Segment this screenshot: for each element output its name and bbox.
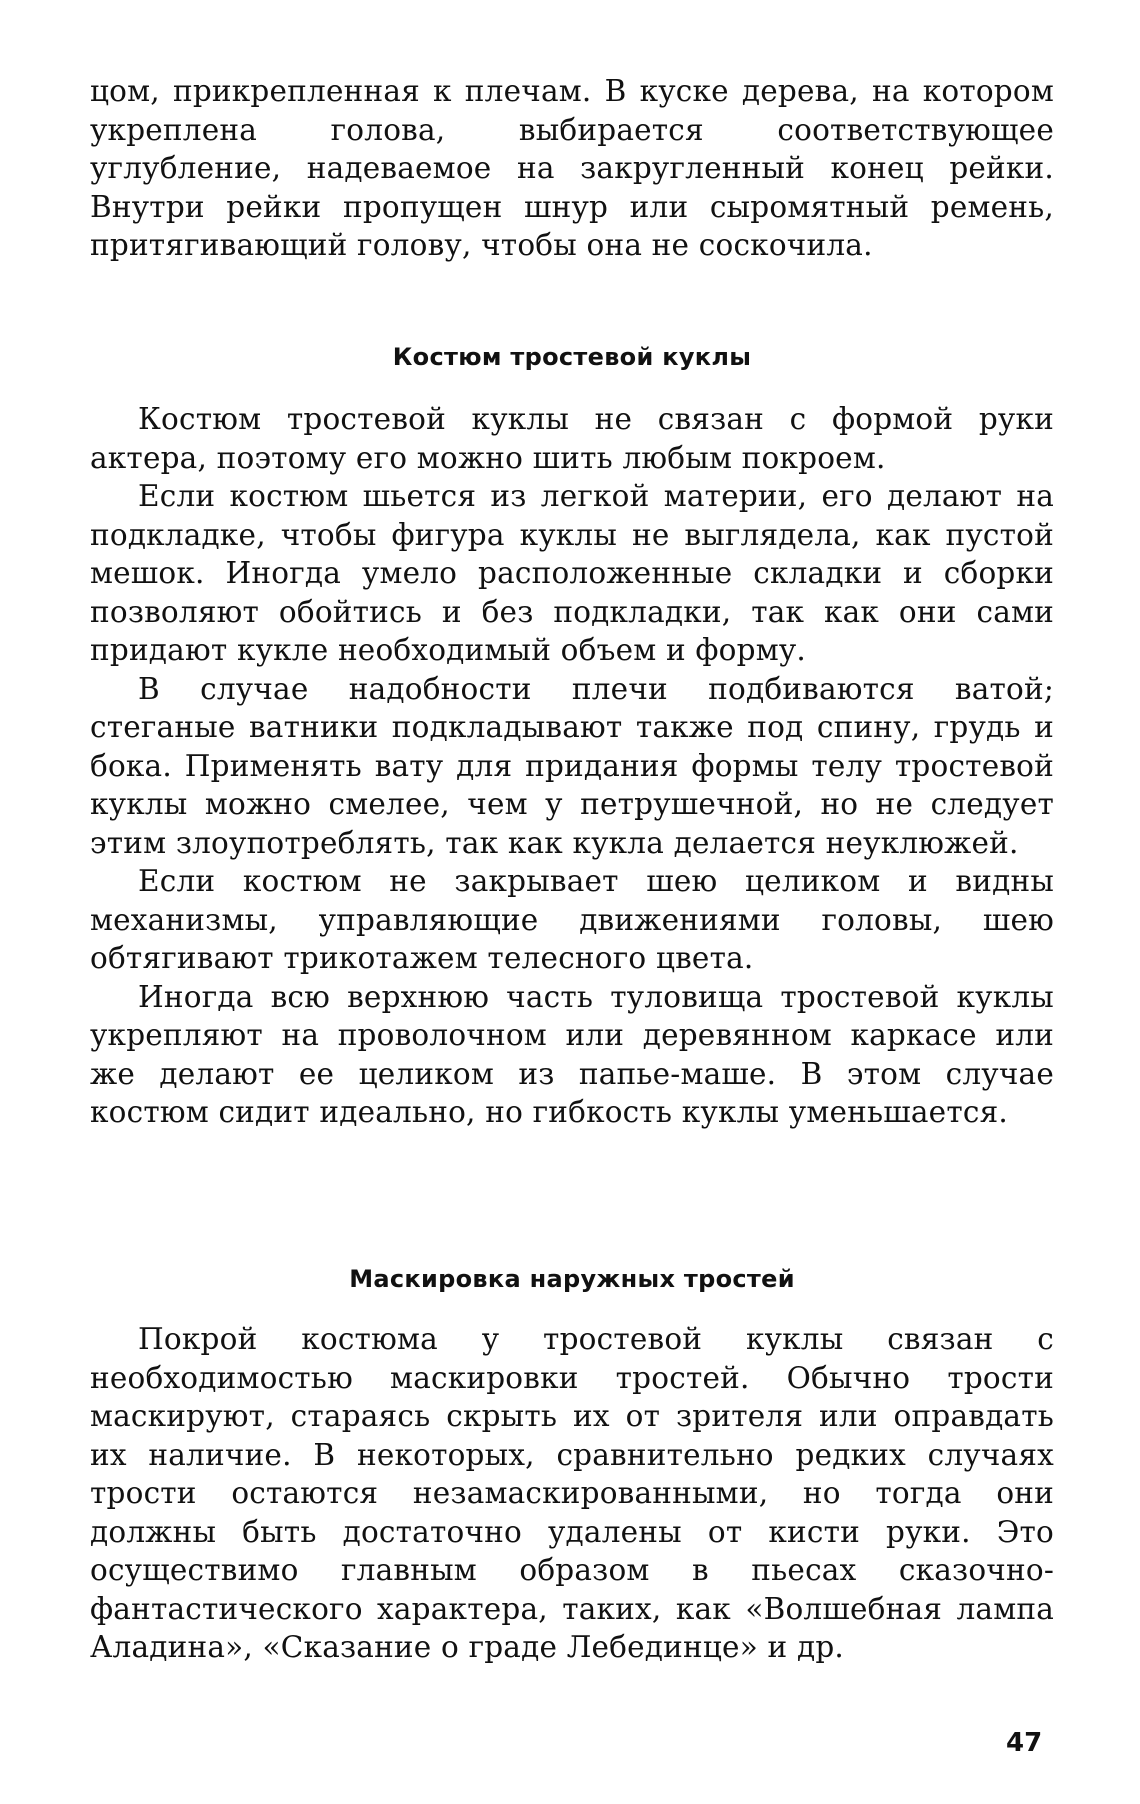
paragraph: Покрой костюма у тростевой куклы связан с необходимостью маскировки тростей. Обычно трости маскируют, стараясь скрыть их от зрителя или оправдать их наличие. В некоторых, сравнительно редких случаях трости остаются незамаскированными, но тогда они должны быть достаточно удалены от кисти руки. Это осуществимо главным образом в пьесах сказочно-фантастического характера, таких, как «Волшебная лампа Аладина», «Сказание о граде Лебединце» и др. [90, 1322, 1054, 1664]
paragraph: Если костюм не закрывает шею целиком и видны механизмы, управляющие движениями головы, шею обтягивают трикотажем телесного цвета. [90, 864, 1054, 975]
section-text-puppet-costume [90, 400, 1054, 1132]
paragraph: В случае надобности плечи подбиваются ватой; стеганые ватники подкладывают также под спину, грудь и бока. Применять вату для придания формы телу тростевой куклы можно смелее, чем у петрушечной, но не следует этим злоупотреблять, так как кукла делается неуклюжей. [90, 671, 1054, 860]
paragraph: Иногда всю верхнюю часть туловища тростевой куклы укрепляют на проволочном или деревянном каркасе или же делают ее целиком из папье-маше. В этом случае костюм сидит идеально, но гибкость куклы уменьшается. [90, 979, 1054, 1129]
section-heading-puppet-costume: Костюм тростевой куклы [392, 343, 752, 371]
section-text-cane-masking [90, 1320, 1054, 1667]
paragraph-continued: цом, прикрепленная к плечам. В куске дерева, на котором укреплена голова, выбирается соответствующее углубление, надеваемое на закругленный конец рейки. Внутри рейки пропущен шнур или сыромятный ремень, притягивающий голову, чтобы она не соскочила. [90, 74, 1054, 262]
page-number: 47 [1006, 1728, 1043, 1758]
section-heading-cane-masking: Маскировка наружных тростей [349, 1265, 795, 1293]
paragraph: Костюм тростевой куклы не связан с формой руки актера, поэтому его можно шить любым покроем. [90, 402, 1054, 475]
continued-text-block [90, 72, 1054, 265]
paragraph: Если костюм шьется из легкой материи, его делают на подкладке, чтобы фигура куклы не выглядела, как пустой мешок. Иногда умело расположенные складки и сборки позволяют обойтись и без подкладки, так как они сами придают кукле необходимый объем и форму. [90, 479, 1054, 667]
